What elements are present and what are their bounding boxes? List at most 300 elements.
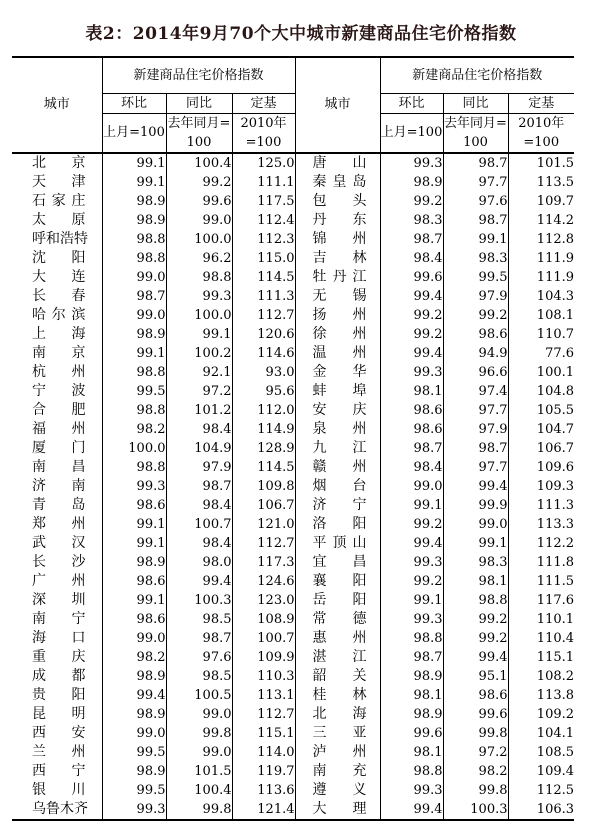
base-cell: 113.8 (536, 687, 575, 703)
city-name: 哈 尔 滨 (32, 306, 86, 323)
city-cell (295, 686, 380, 705)
mom-cell: 99.2 (380, 572, 443, 591)
city-name: 无 锡 (312, 287, 367, 304)
city-name: 广 州 (32, 572, 86, 589)
city-name: 遵 义 (312, 781, 367, 798)
city-cell (12, 781, 102, 800)
base-cell: 109.4 (536, 763, 575, 779)
yoy-cell: 100.4 (166, 781, 232, 800)
base-cell: 111.8 (536, 554, 575, 570)
base-cell: 114.9 (232, 420, 295, 439)
city-cell (12, 458, 102, 477)
city-name: 武 汉 (32, 534, 86, 551)
city-name: 徐 州 (312, 325, 367, 342)
yoy-cell: 99.2 (443, 610, 508, 629)
yoy-cell: 99.0 (166, 211, 232, 230)
table-row (12, 553, 574, 572)
yoy-cell: 97.4 (443, 382, 508, 401)
base-cell: 121.4 (232, 800, 295, 820)
city-column-header: 城市 (12, 57, 102, 153)
mom-cell: 98.9 (380, 705, 443, 724)
city-cell (295, 344, 380, 363)
yoy-cell: 99.2 (443, 306, 508, 325)
table-row (12, 743, 574, 762)
base-cell: 114.0 (232, 743, 295, 762)
yoy-cell: 101.2 (166, 401, 232, 420)
city-cell (12, 686, 102, 705)
base-cell: 111.3 (232, 287, 295, 306)
yoy-cell: 96.2 (166, 249, 232, 268)
base-cell: 114.6 (232, 344, 295, 363)
city-cell (12, 173, 102, 192)
city-name: 海 口 (32, 629, 86, 646)
yoy-cell: 98.7 (443, 439, 508, 458)
base-cell: 109.2 (536, 706, 575, 722)
mom-cell: 98.9 (102, 762, 166, 781)
yoy-cell: 99.1 (166, 325, 232, 344)
base-cell: 104.1 (536, 725, 575, 741)
table-row (12, 363, 574, 382)
city-name: 南 宁 (32, 610, 86, 627)
yoy-cell: 97.9 (166, 458, 232, 477)
base-cell: 111.3 (536, 497, 575, 513)
city-cell (295, 477, 380, 496)
mom-cell: 99.3 (102, 800, 166, 820)
mom-cell: 99.5 (102, 382, 166, 401)
base-cell: 109.9 (232, 648, 295, 667)
city-cell (12, 515, 102, 534)
city-cell (295, 458, 380, 477)
base-cell: 121.0 (232, 515, 295, 534)
mom-cell: 99.3 (380, 781, 443, 800)
city-name: 金 华 (312, 363, 367, 380)
city-name: 桂 林 (312, 686, 367, 703)
mom-cell: 99.4 (102, 686, 166, 705)
table-row (12, 344, 574, 363)
city-name: 重 庆 (32, 648, 86, 665)
yoy-cell: 99.2 (166, 173, 232, 192)
yoy-cell: 99.9 (443, 496, 508, 515)
city-cell (12, 325, 102, 344)
yoy-cell: 100.0 (166, 306, 232, 325)
page-title: 表2：2014年9月70个大中城市新建商品住宅价格指数 (85, 24, 517, 44)
city-name: 大 连 (32, 268, 86, 285)
city-name: 秦 皇 岛 (312, 173, 367, 190)
city-name: 济 南 (32, 477, 86, 494)
mom-cell: 98.7 (102, 287, 166, 306)
yoy-cell: 100.4 (166, 153, 232, 173)
city-name: 厦 门 (32, 439, 86, 456)
city-cell (295, 534, 380, 553)
city-cell (295, 724, 380, 743)
city-name: 西 安 (32, 724, 86, 741)
city-name: 长 沙 (32, 553, 86, 570)
mom-cell: 98.6 (380, 401, 443, 420)
index-base-header: 上月=100 (380, 113, 443, 153)
city-cell (12, 192, 102, 211)
table-row (12, 610, 574, 629)
base-cell: 112.5 (536, 782, 575, 798)
yoy-cell: 99.2 (443, 629, 508, 648)
mom-cell: 98.9 (102, 705, 166, 724)
yoy-cell: 97.6 (443, 192, 508, 211)
mom-cell: 99.1 (380, 591, 443, 610)
city-cell (12, 724, 102, 743)
index-column-header: 定基 (232, 93, 295, 113)
city-cell (295, 287, 380, 306)
city-cell (295, 325, 380, 344)
table-row (12, 686, 574, 705)
base-cell: 120.6 (232, 325, 295, 344)
base-cell: 119.7 (232, 762, 295, 781)
base-cell: 109.3 (536, 478, 575, 494)
city-name: 烟 台 (312, 477, 367, 494)
city-name: 天 津 (32, 173, 86, 190)
city-cell (12, 249, 102, 268)
base-cell: 113.3 (536, 516, 575, 532)
yoy-cell: 99.4 (443, 477, 508, 496)
base-cell: 112.7 (232, 534, 295, 553)
city-cell (12, 439, 102, 458)
yoy-cell: 100.3 (443, 800, 508, 820)
city-cell (295, 153, 380, 173)
mom-cell: 99.1 (102, 591, 166, 610)
city-name: 岳 阳 (312, 591, 367, 608)
mom-cell: 99.3 (380, 610, 443, 629)
mom-cell: 98.7 (380, 648, 443, 667)
yoy-cell: 97.6 (166, 648, 232, 667)
base-cell: 114.5 (232, 458, 295, 477)
city-name: 郑 州 (32, 515, 86, 532)
base-cell: 112.7 (232, 306, 295, 325)
city-name: 蚌 埠 (312, 382, 367, 399)
mom-cell: 98.8 (380, 762, 443, 781)
table-row (12, 572, 574, 591)
city-name: 西 宁 (32, 762, 86, 779)
table-row (12, 192, 574, 211)
city-name: 乌 鲁 木 齐 (32, 800, 88, 817)
base-cell: 108.1 (536, 307, 575, 323)
city-name: 南 昌 (32, 458, 86, 475)
yoy-cell: 98.0 (166, 553, 232, 572)
yoy-cell: 97.2 (443, 743, 508, 762)
base-cell: 115.1 (232, 724, 295, 743)
base-cell: 105.5 (536, 402, 575, 418)
mom-cell: 98.9 (102, 211, 166, 230)
base-cell: 124.6 (232, 572, 295, 591)
city-name: 温 州 (312, 344, 367, 361)
yoy-cell: 99.6 (443, 705, 508, 724)
mom-cell: 98.6 (102, 610, 166, 629)
base-cell: 114.2 (536, 212, 575, 228)
city-name: 兰 州 (32, 743, 86, 760)
mom-cell: 99.3 (380, 153, 443, 173)
city-name: 太 原 (32, 211, 86, 228)
yoy-cell: 99.8 (166, 800, 232, 820)
city-cell (12, 743, 102, 762)
yoy-cell: 99.0 (443, 515, 508, 534)
city-cell (295, 439, 380, 458)
mom-cell: 98.3 (380, 211, 443, 230)
base-cell: 111.1 (232, 173, 295, 192)
yoy-cell: 97.2 (166, 382, 232, 401)
yoy-cell: 100.0 (166, 230, 232, 249)
city-name: 北 海 (312, 705, 367, 722)
base-cell: 106.7 (536, 440, 575, 456)
city-cell (12, 629, 102, 648)
city-cell (295, 192, 380, 211)
city-cell (12, 230, 102, 249)
mom-cell: 98.8 (380, 629, 443, 648)
base-cell: 112.2 (536, 535, 575, 551)
city-column-header: 城市 (295, 57, 380, 153)
mom-cell: 98.7 (380, 230, 443, 249)
city-cell (295, 629, 380, 648)
mom-cell: 98.8 (102, 458, 166, 477)
table-row (12, 249, 574, 268)
price-index-table (12, 56, 574, 821)
city-name: 杭 州 (32, 363, 86, 380)
city-cell (12, 591, 102, 610)
city-name: 丹 东 (312, 211, 367, 228)
yoy-cell: 94.9 (443, 344, 508, 363)
city-name: 湛 江 (312, 648, 367, 665)
base-cell: 112.7 (232, 705, 295, 724)
base-cell: 112.8 (536, 231, 575, 247)
mom-cell: 98.8 (102, 249, 166, 268)
city-name: 赣 州 (312, 458, 367, 475)
yoy-cell: 99.0 (166, 743, 232, 762)
city-name: 贵 阳 (32, 686, 86, 703)
city-name: 青 岛 (32, 496, 86, 513)
table-header (12, 57, 574, 153)
mom-cell: 99.0 (102, 629, 166, 648)
yoy-cell: 101.5 (166, 762, 232, 781)
base-cell: 117.6 (536, 592, 575, 608)
mom-cell: 98.9 (380, 173, 443, 192)
base-cell: 108.5 (536, 744, 575, 760)
mom-cell: 99.1 (102, 534, 166, 553)
table-row (12, 325, 574, 344)
table-row (12, 230, 574, 249)
base-cell: 123.0 (232, 591, 295, 610)
city-name: 韶 关 (312, 667, 367, 684)
yoy-cell: 98.8 (166, 268, 232, 287)
city-name: 沈 阳 (32, 249, 86, 266)
city-cell (12, 534, 102, 553)
base-cell: 104.7 (536, 421, 575, 437)
yoy-cell: 99.8 (166, 724, 232, 743)
mom-cell: 98.1 (380, 382, 443, 401)
mom-cell: 99.6 (380, 724, 443, 743)
yoy-cell: 98.2 (443, 762, 508, 781)
city-name: 惠 州 (312, 629, 367, 646)
city-name: 安 庆 (312, 401, 367, 418)
city-cell (295, 249, 380, 268)
city-cell (295, 420, 380, 439)
city-name: 呼 和 浩 特 (32, 230, 88, 247)
city-cell (295, 496, 380, 515)
city-name: 襄 阳 (312, 572, 367, 589)
city-cell (295, 401, 380, 420)
city-cell (295, 515, 380, 534)
yoy-cell: 97.9 (443, 287, 508, 306)
base-cell: 95.6 (232, 382, 295, 401)
yoy-cell: 98.1 (443, 572, 508, 591)
yoy-cell: 98.4 (166, 420, 232, 439)
table-row (12, 800, 574, 820)
base-cell: 101.5 (536, 155, 575, 171)
base-cell: 113.5 (536, 174, 575, 190)
index-column-header: 环比 (102, 93, 166, 113)
mom-cell: 98.2 (102, 648, 166, 667)
city-name: 洛 阳 (312, 515, 367, 532)
yoy-cell: 100.3 (166, 591, 232, 610)
city-cell (12, 705, 102, 724)
index-group-header: 新建商品住宅价格指数 (102, 57, 295, 93)
yoy-cell: 99.4 (166, 572, 232, 591)
yoy-cell: 99.0 (166, 705, 232, 724)
yoy-cell: 98.6 (443, 686, 508, 705)
yoy-cell: 98.7 (166, 477, 232, 496)
city-name: 九 江 (312, 439, 367, 456)
mom-cell: 98.2 (102, 420, 166, 439)
table-row (12, 401, 574, 420)
base-cell: 113.1 (232, 686, 295, 705)
table-row (12, 724, 574, 743)
city-cell (295, 553, 380, 572)
yoy-cell: 104.9 (166, 439, 232, 458)
mom-cell: 99.5 (102, 743, 166, 762)
yoy-cell: 99.1 (443, 230, 508, 249)
base-cell: 109.8 (232, 477, 295, 496)
city-cell (295, 705, 380, 724)
city-name: 南 充 (312, 762, 367, 779)
city-name: 扬 州 (312, 306, 367, 323)
yoy-cell: 98.3 (443, 553, 508, 572)
mom-cell: 98.9 (102, 192, 166, 211)
table-row (12, 420, 574, 439)
yoy-cell: 97.7 (443, 173, 508, 192)
table-row (12, 458, 574, 477)
table-row (12, 287, 574, 306)
city-name: 南 京 (32, 344, 86, 361)
mom-cell: 99.3 (380, 553, 443, 572)
yoy-cell: 99.8 (443, 724, 508, 743)
city-name: 吉 林 (312, 249, 367, 266)
base-cell: 125.0 (232, 153, 295, 173)
index-base-header: 上月=100 (102, 113, 166, 153)
city-name: 昆 明 (32, 705, 86, 722)
mom-cell: 98.8 (102, 230, 166, 249)
index-column-header: 同比 (443, 93, 508, 113)
yoy-cell: 98.5 (166, 610, 232, 629)
city-cell (295, 667, 380, 686)
city-cell (295, 268, 380, 287)
mom-cell: 99.1 (102, 173, 166, 192)
table-row (12, 667, 574, 686)
mom-cell: 99.2 (380, 515, 443, 534)
city-name: 上 海 (32, 325, 86, 342)
index-column-header: 环比 (380, 93, 443, 113)
yoy-cell: 100.2 (166, 344, 232, 363)
mom-cell: 99.1 (102, 515, 166, 534)
base-cell: 114.5 (232, 268, 295, 287)
city-name: 宁 波 (32, 382, 86, 399)
mom-cell: 98.4 (380, 458, 443, 477)
mom-cell: 99.4 (380, 344, 443, 363)
yoy-cell: 98.6 (443, 325, 508, 344)
city-cell (12, 363, 102, 382)
mom-cell: 99.1 (380, 496, 443, 515)
city-cell (12, 572, 102, 591)
yoy-cell: 98.3 (443, 249, 508, 268)
base-cell: 111.9 (536, 269, 575, 285)
city-cell (12, 268, 102, 287)
base-cell: 115.0 (232, 249, 295, 268)
city-name: 福 州 (32, 420, 86, 437)
yoy-cell: 95.1 (443, 667, 508, 686)
mom-cell: 99.1 (102, 344, 166, 363)
base-cell: 100.1 (536, 364, 575, 380)
yoy-cell: 98.7 (166, 629, 232, 648)
base-cell: 117.5 (232, 192, 295, 211)
base-cell: 113.6 (232, 781, 295, 800)
city-cell (12, 153, 102, 173)
city-cell (12, 800, 102, 820)
city-name: 大 理 (312, 800, 367, 817)
yoy-cell: 98.5 (166, 667, 232, 686)
mom-cell: 99.4 (380, 534, 443, 553)
city-name: 平 顶 山 (312, 534, 367, 551)
mom-cell: 99.0 (102, 724, 166, 743)
mom-cell: 98.8 (102, 401, 166, 420)
yoy-cell: 100.5 (166, 686, 232, 705)
base-cell: 108.2 (536, 668, 575, 684)
city-cell (295, 173, 380, 192)
city-cell (12, 382, 102, 401)
table-row (12, 382, 574, 401)
base-cell: 77.6 (545, 345, 575, 361)
table-body (12, 153, 574, 820)
city-cell (295, 762, 380, 781)
yoy-cell: 99.1 (443, 534, 508, 553)
mom-cell: 98.6 (102, 572, 166, 591)
city-name: 泸 州 (312, 743, 367, 760)
mom-cell: 98.9 (102, 667, 166, 686)
mom-cell: 99.4 (380, 800, 443, 820)
mom-cell: 98.4 (380, 249, 443, 268)
table-row (12, 173, 574, 192)
base-cell: 106.7 (232, 496, 295, 515)
city-cell (12, 496, 102, 515)
city-cell (12, 553, 102, 572)
city-cell (295, 306, 380, 325)
base-cell: 128.9 (232, 439, 295, 458)
table-row (12, 515, 574, 534)
table-row (12, 306, 574, 325)
city-cell (12, 344, 102, 363)
mom-cell: 99.2 (380, 306, 443, 325)
city-name: 锦 州 (312, 230, 367, 247)
table-row (12, 762, 574, 781)
index-base-header: 去年同月= 100 (443, 113, 508, 153)
city-name: 常 德 (312, 610, 367, 627)
city-cell (12, 477, 102, 496)
mom-cell: 99.0 (380, 477, 443, 496)
city-cell (12, 306, 102, 325)
base-cell: 104.3 (536, 288, 575, 304)
